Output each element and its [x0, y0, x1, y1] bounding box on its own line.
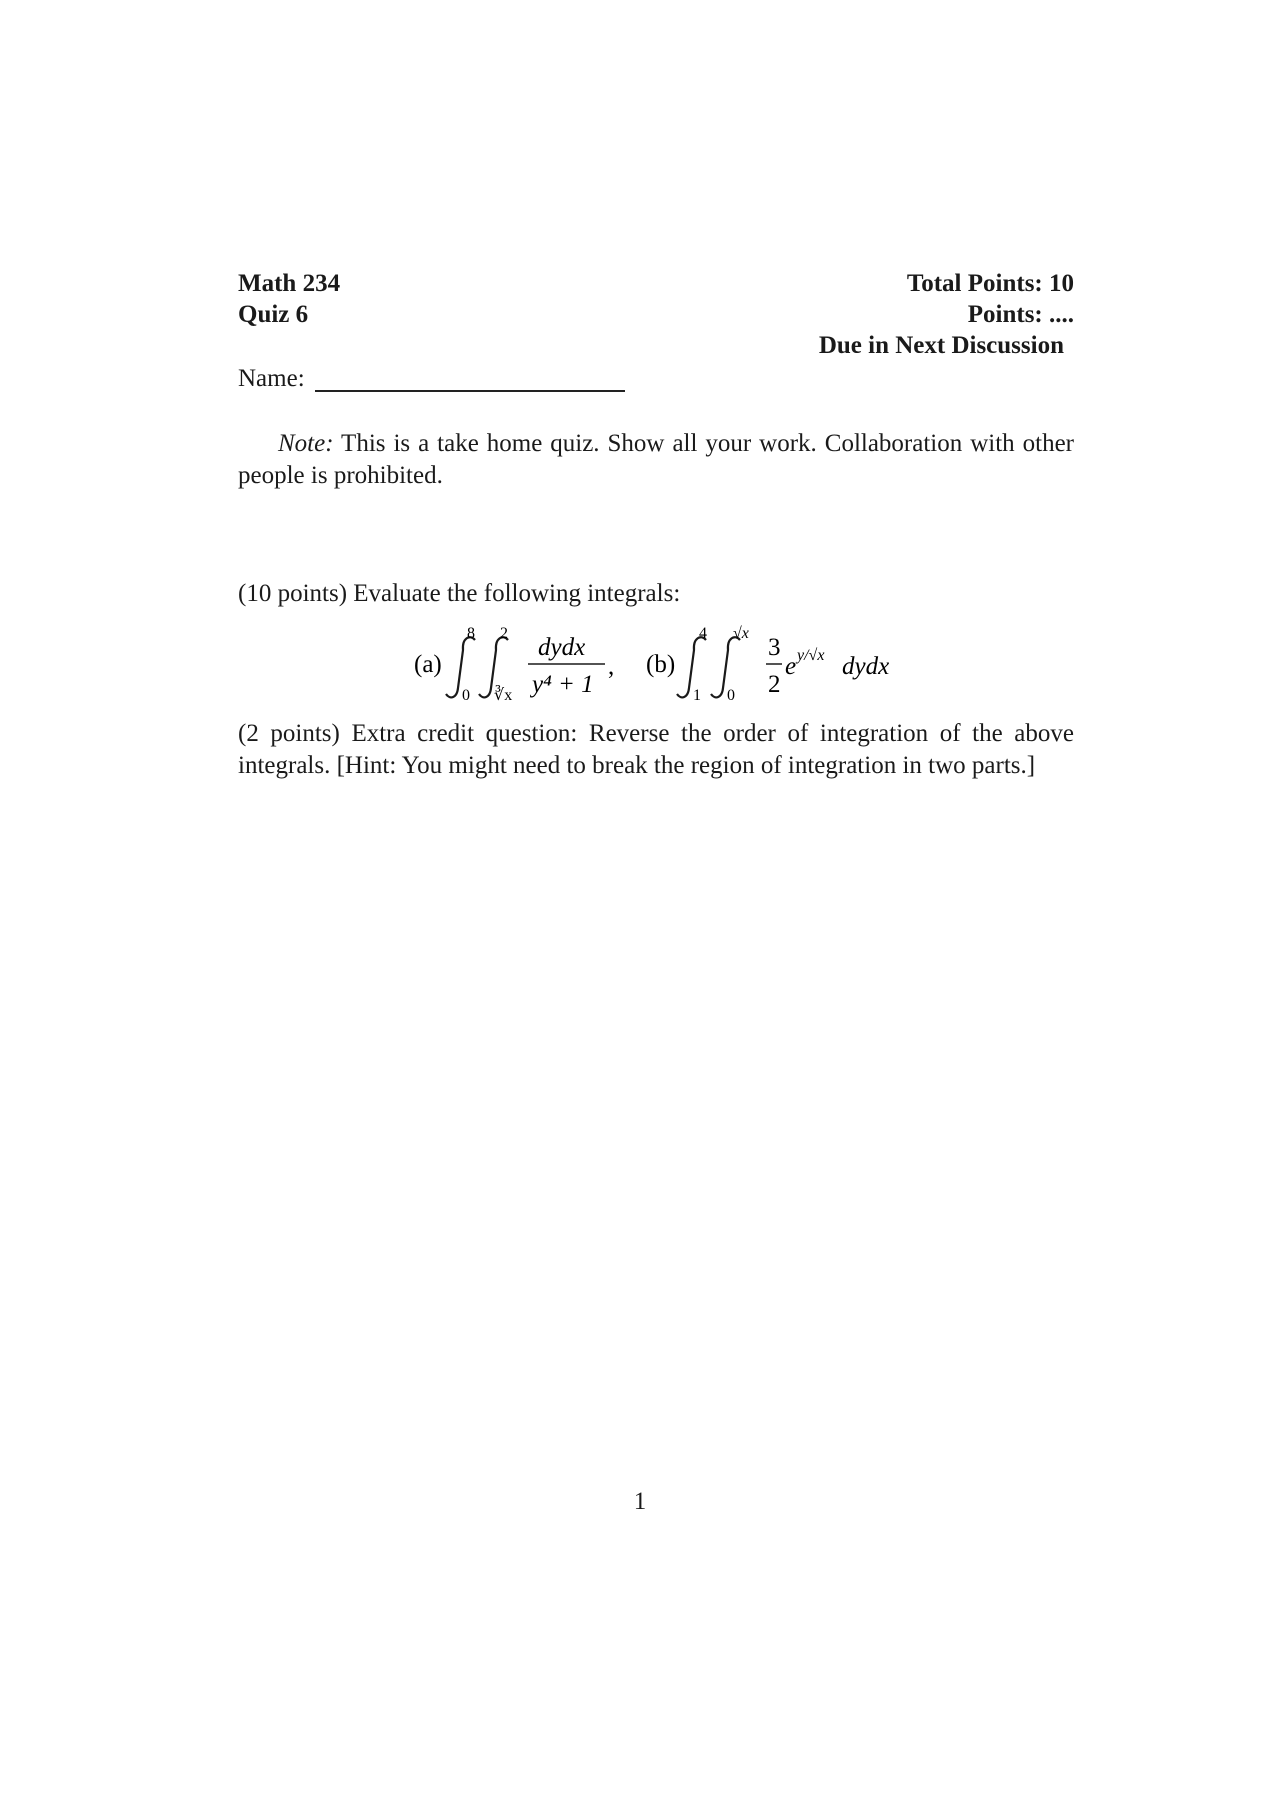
integral-a-inner-upper: 2 [500, 625, 508, 642]
integral-b [646, 625, 889, 704]
integral-b-inner-lower: 0 [727, 687, 735, 704]
question-2: (2 points) Extra credit question: Reverse the order of integration of the above integrals. [Hint: You might need to break the region of integration in two parts.] [238, 720, 1074, 779]
integral-b-outer-lower: 1 [693, 687, 701, 704]
integral-b-exponent: y/√x [797, 647, 825, 664]
integral-sign-outer-a [446, 637, 475, 697]
integral-b-inner-upper: √x [733, 625, 749, 642]
integral-b-label: (b) [646, 651, 676, 678]
name-row [238, 365, 625, 393]
total-points: Total Points: 10 [906, 270, 1074, 297]
integral-a-numerator: dydx [538, 634, 586, 661]
integral-a-label: (a) [414, 651, 442, 678]
integral-b-differentials: dydx [842, 653, 890, 680]
page-number: 1 [633, 1488, 647, 1515]
integral-a [414, 625, 614, 704]
integral-sign-outer-b [677, 637, 706, 697]
integral-a-outer-lower: 0 [462, 687, 470, 704]
note-text: This is a take home quiz. Show all your work. Collaboration with other people is prohibited. [238, 430, 1074, 489]
integral-a-comma: , [608, 653, 615, 680]
integral-b-outer-upper: 4 [699, 625, 707, 642]
integral-b-exp-base: e [785, 653, 797, 680]
integral-sign-inner-b [711, 637, 740, 697]
integral-a-outer-upper: 8 [467, 625, 475, 642]
question-1: (10 points) Evaluate the following integrals: [238, 580, 681, 607]
course-header [238, 268, 340, 330]
integral-b-coef-denominator: 2 [768, 671, 781, 698]
due-date: Due in Next Discussion [818, 332, 1064, 359]
name-label: Name: [238, 365, 305, 392]
integral-a-denominator: y⁴ + 1 [532, 671, 594, 698]
note-paragraph [238, 428, 1074, 492]
name-blank-line [315, 390, 625, 392]
integral-b-coef-numerator: 3 [768, 634, 781, 661]
note-label: Note: [278, 430, 334, 457]
integral-a-inner-lower: ∛x [494, 687, 513, 704]
quiz-title: Quiz 6 [238, 301, 309, 328]
points-header [819, 268, 1074, 361]
points-earned: Points: .... [967, 301, 1074, 328]
course-title: Math 234 [238, 270, 341, 297]
integrals-display [0, 620, 1280, 710]
